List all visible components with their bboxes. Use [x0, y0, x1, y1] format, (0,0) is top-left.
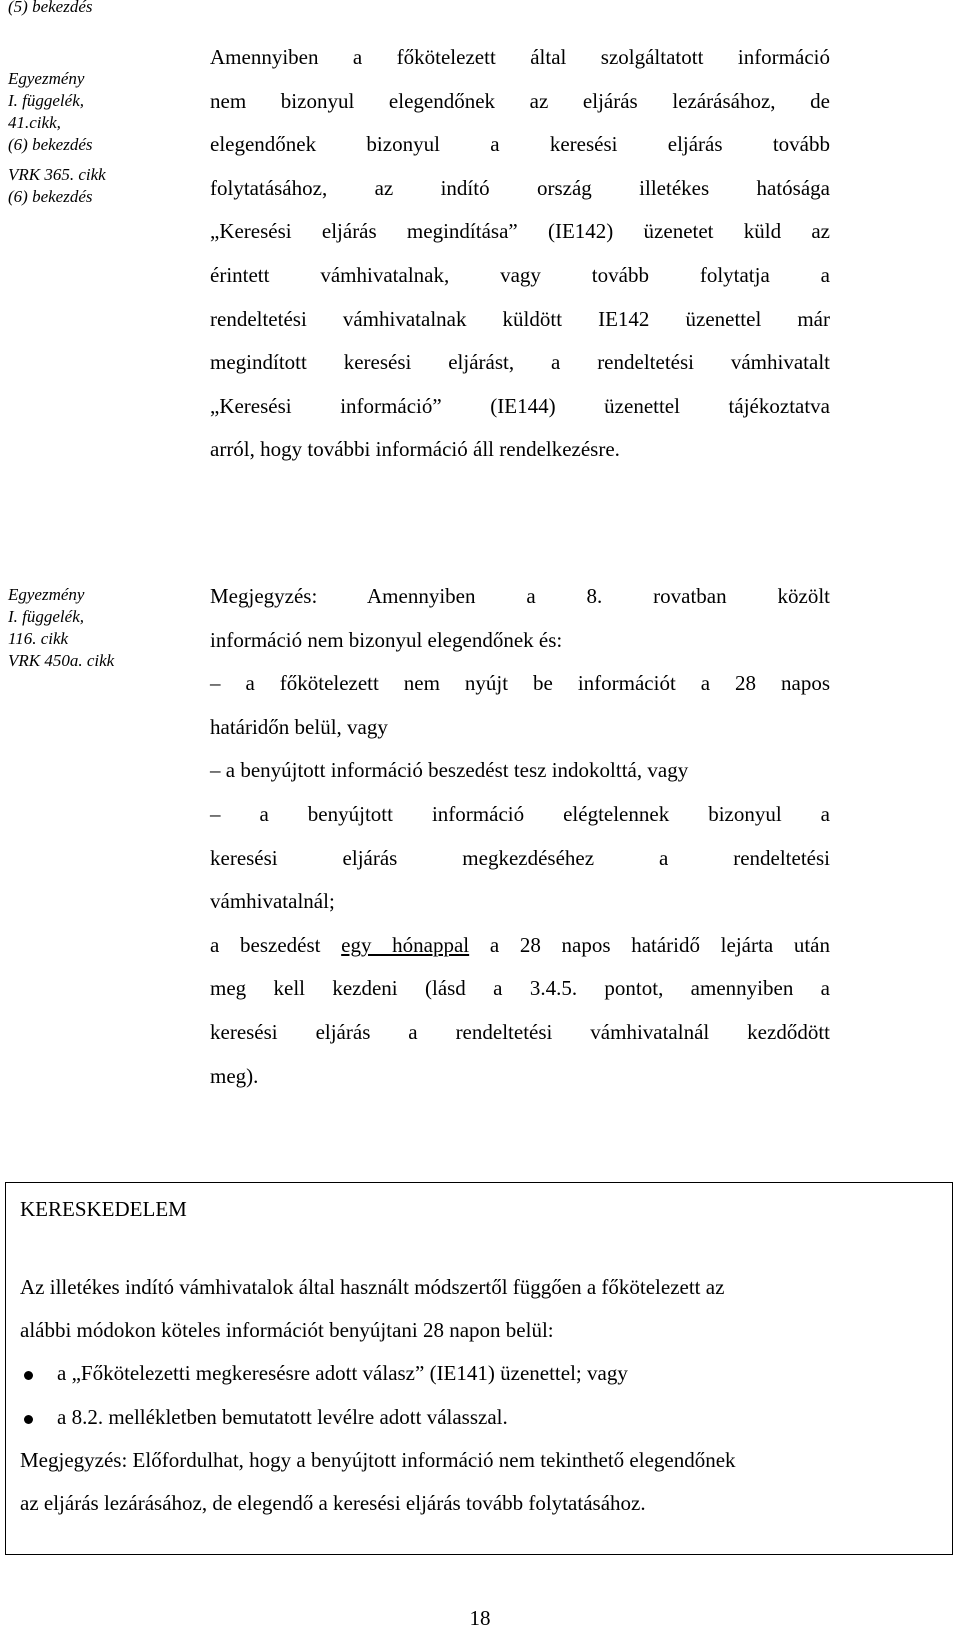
deadline-post: a 28 napos határidő lejárta után	[469, 932, 830, 957]
top-fragment	[8, 0, 93, 18]
ref-line: (6) bekezdés	[8, 187, 93, 206]
dash-item: – a benyújtott információ beszedést tesz indokolttá, vagy	[210, 758, 689, 783]
deadline-underlined: egy hónappal	[341, 932, 470, 957]
body-line: meg kell kezdeni (lásd a 3.4.5. pontot, amennyiben a	[210, 976, 830, 1001]
box-intro-line: Az illetékes indító vámhivatalok által használt módszertől függően a főkötelezett az	[20, 1275, 725, 1299]
box-note-line: az eljárás lezárásához, de elegendő a keresési eljárás tovább folytatásához.	[20, 1491, 646, 1515]
page-number: 18	[469, 1606, 491, 1630]
body-line: keresési eljárás a rendeltetési vámhivatalnál kezdődött	[210, 1019, 830, 1044]
ref-line: I. függelék,	[8, 607, 84, 626]
body-line: „Keresési eljárás megindítása” (IE142) üzenetet küld az	[210, 219, 830, 244]
body-line: vámhivatalnál;	[210, 889, 335, 914]
ref-line: (6) bekezdés	[8, 135, 93, 154]
body-line: határidőn belül, vagy	[210, 714, 388, 739]
body-line: arról, hogy további információ áll rendelkezésre.	[210, 437, 620, 462]
body-line: megindított keresési eljárást, a rendeltetési vámhivatalt	[210, 350, 830, 375]
body-line: folytatásához, az indító ország illetékes hatósága	[210, 175, 830, 200]
bullet-icon	[24, 1371, 33, 1380]
body-line: rendeltetési vámhivatalnak küldött IE142 üzenettel már	[210, 306, 830, 331]
ref-line	[8, 156, 106, 164]
box-note-line: Megjegyzés: Előfordulhat, hogy a benyújtott információ nem tekinthető elegendőnek	[20, 1448, 736, 1472]
body-line: meg).	[210, 1063, 259, 1088]
body-line: információ nem bizonyul elegendőnek és:	[210, 627, 563, 652]
ref-line: VRK 450a. cikk	[8, 651, 115, 670]
ref-line: Egyezmény	[8, 585, 85, 604]
section2-body	[210, 575, 830, 1098]
ref-line: 116. cikk	[8, 629, 69, 648]
body-line: nem bizonyul elegendőnek az eljárás lezárásához, de	[210, 88, 830, 113]
ref-line: 41.cikk,	[8, 113, 61, 132]
dash-item: – a benyújtott információ elégtelennek bizonyul a	[210, 801, 830, 826]
bullet-item	[20, 1405, 938, 1430]
bullet-text: a „Főkötelezetti megkeresésre adott válasz” (IE141) üzenettel; vagy	[57, 1361, 628, 1385]
top-fragment-text: (5) bekezdés	[8, 0, 93, 16]
bullet-text: a 8.2. mellékletben bemutatott levélre adott válasszal.	[57, 1405, 508, 1429]
body-line: érintett vámhivatalnak, vagy tovább folytatja a	[210, 262, 830, 287]
section1-body	[210, 36, 830, 472]
section2-references	[8, 584, 114, 672]
body-line: keresési eljárás megkezdéséhez a rendeltetési	[210, 845, 830, 870]
deadline-pre: a beszedést	[210, 932, 342, 957]
note-line: Megjegyzés: Amennyiben a 8. rovatban közölt	[210, 584, 830, 608]
trade-box	[5, 1182, 953, 1555]
box-heading: KERESKEDELEM	[20, 1197, 187, 1221]
bullet-item	[20, 1361, 938, 1386]
box-intro-line: alábbi módokon köteles információt benyújtani 28 napon belül:	[20, 1318, 554, 1342]
body-line: Amennyiben a főkötelezett által szolgáltatott információ	[210, 45, 830, 69]
bullet-icon	[24, 1415, 33, 1424]
body-line: elegendőnek bizonyul a keresési eljárás tovább	[210, 132, 830, 157]
ref-line: I. függelék,	[8, 91, 84, 110]
ref-line: Egyezmény	[8, 69, 85, 88]
dash-item: – a főkötelezett nem nyújt be információt a 28 napos	[210, 671, 830, 696]
deadline-line	[210, 924, 830, 968]
body-line: „Keresési információ” (IE144) üzenettel tájékoztatva	[210, 393, 830, 418]
ref-line: VRK 365. cikk	[8, 165, 106, 184]
section1-references	[8, 68, 106, 208]
